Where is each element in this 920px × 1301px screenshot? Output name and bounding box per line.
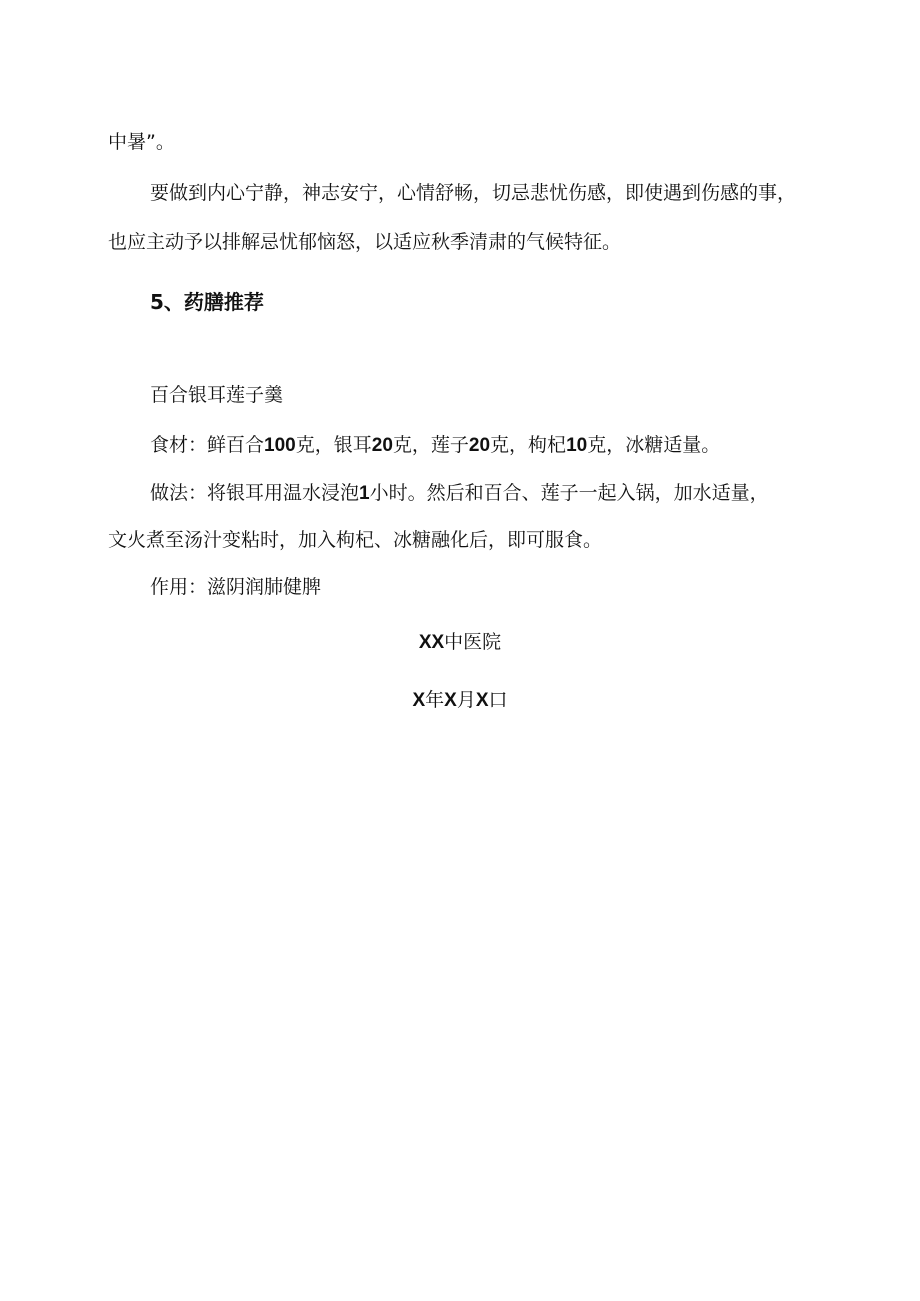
method-text: 文火煮至汤汁变粘时，加入枸杞、冰糖融化后，即可服食。: [108, 529, 603, 551]
section-heading-text: 5、药膳推荐: [150, 290, 264, 314]
ingredients-label: 食材：: [150, 434, 208, 456]
signature-date: [0, 688, 920, 713]
paragraph-continuation: [108, 130, 175, 154]
effect-line: [150, 575, 321, 599]
date-month-value: X: [444, 690, 457, 711]
ingredient-lotus-amount: 20: [468, 435, 491, 456]
paragraph-text: 也应主动予以排解忌忧郁恼怒，以适应秋季清肃的气候特征。: [108, 231, 622, 253]
ingredient-goji-amount: 10: [566, 435, 588, 456]
organization-prefix: XX: [418, 632, 445, 653]
section-heading: [150, 290, 264, 314]
ingredient-rest: 克，冰糖适量。: [587, 434, 721, 456]
ingredient-lotus: 克，莲子: [392, 434, 469, 456]
date-month-unit: 月: [456, 689, 476, 711]
ingredient-lily-amount: 100: [264, 435, 296, 456]
ingredient-goji: 克，枸杞: [490, 434, 567, 456]
method-text: 小时。然后和百合、莲子一起入锅，加水适量，: [369, 482, 769, 504]
date-day-unit: 口: [488, 689, 508, 711]
recipe-title: [150, 383, 283, 407]
method-text: 做法：将银耳用温水浸泡: [150, 482, 360, 504]
paragraph-text: 要做到内心宁静，神志安宁，心情舒畅，切忌悲忧伤感，即使遇到伤感的事，: [150, 182, 797, 204]
ingredients-line: [150, 433, 720, 458]
ingredient-lily: 鲜百合: [207, 434, 265, 456]
paragraph-text: 中暑”。: [108, 131, 175, 153]
organization-name: 中医院: [444, 631, 502, 653]
ingredient-fungus-amount: 20: [371, 435, 393, 456]
soak-hours: 1: [359, 483, 370, 504]
method-line: [150, 481, 769, 506]
date-year-value: X: [412, 690, 426, 711]
paragraph-line: [108, 230, 621, 254]
signature-organization: [0, 630, 920, 655]
recipe-title-text: 百合银耳莲子羹: [150, 384, 284, 406]
date-year-unit: 年: [425, 689, 445, 711]
ingredient-fungus: 克，银耳: [295, 434, 372, 456]
effect-text: 作用：滋阴润肺健脾: [150, 576, 322, 598]
date-day-value: X: [475, 690, 489, 711]
method-line: [108, 528, 602, 552]
paragraph-line: [150, 181, 796, 205]
